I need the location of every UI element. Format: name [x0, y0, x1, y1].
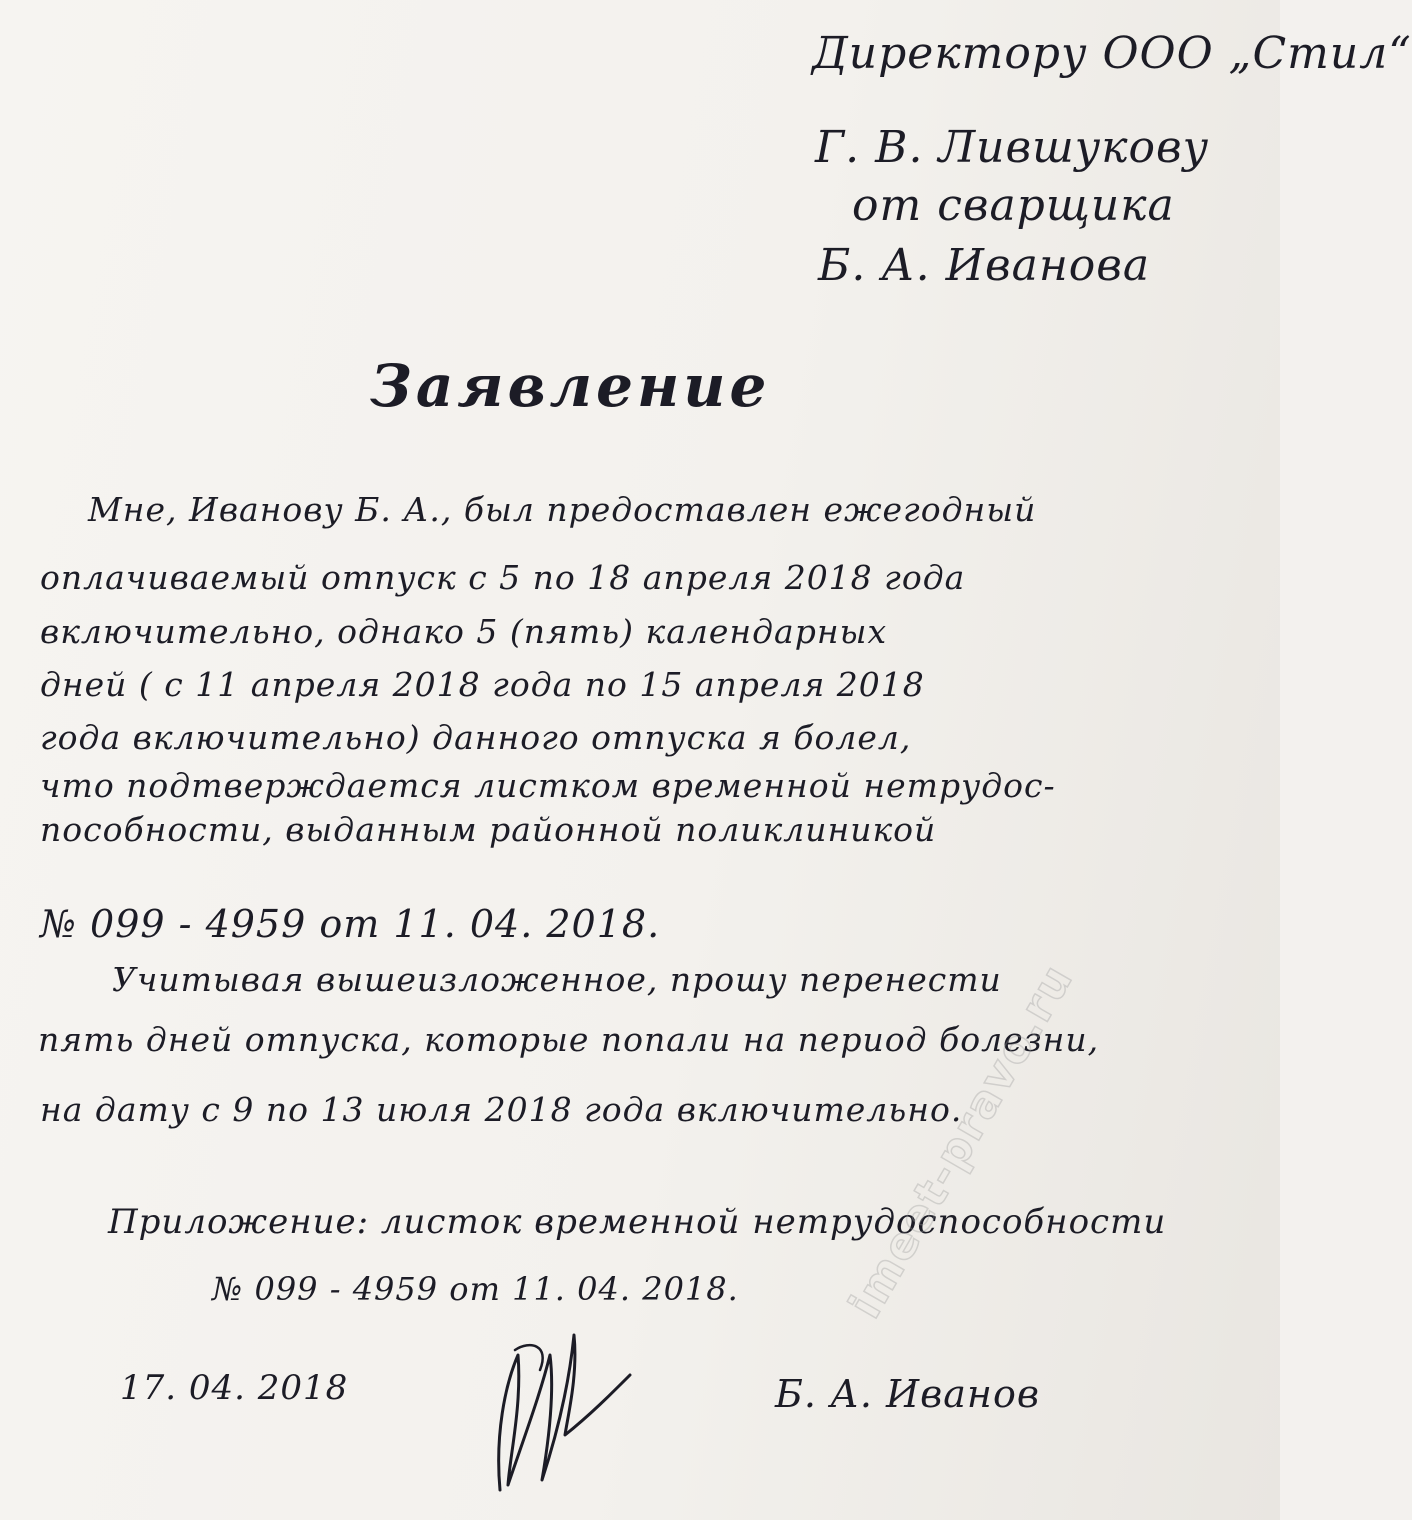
handwritten-signature: [470, 1315, 640, 1500]
sender-position: от сварщика: [852, 180, 1175, 231]
addressee-name: Г. В. Лившукову: [815, 122, 1210, 173]
body-line: года включительно) данного отпуска я болел,: [40, 718, 912, 757]
body-line: оплачиваемый отпуск с 5 по 18 апреля 2018 года: [40, 558, 966, 597]
body-line: включительно, однако 5 (пять) календарных: [40, 612, 888, 651]
body-line: дней ( с 11 апреля 2018 года по 15 апреля 2018: [40, 665, 925, 704]
body-line: пять дней отпуска, которые попали на период болезни,: [38, 1020, 1100, 1059]
document-title: Заявление: [370, 352, 771, 420]
attachment-detail: № 099 - 4959 от 11. 04. 2018.: [212, 1270, 739, 1308]
sender-name: Б. А. Иванова: [818, 240, 1151, 291]
attachment-label: Приложение: листок временной нетрудоспособности: [108, 1202, 1167, 1242]
signer-name: Б. А. Иванов: [775, 1372, 1040, 1416]
body-line: Мне, Иванову Б. А., был предоставлен ежегодный: [88, 490, 1037, 529]
body-line: Учитывая вышеизложенное, прошу перенести: [112, 960, 1002, 999]
body-line: на дату с 9 по 13 июля 2018 года включительно.: [40, 1090, 963, 1129]
svg-text:imeet-pravo.ru: imeet-pravo.ru: [839, 955, 1084, 1327]
body-line: пособности, выданным районной поликлиникой: [40, 810, 937, 849]
body-line: что подтверждается листком временной нетрудос-: [40, 766, 1056, 805]
body-line: № 099 - 4959 от 11. 04. 2018.: [40, 902, 661, 946]
addressee-director: Директору ООО „Стил“: [812, 28, 1412, 79]
signature-date: 17. 04. 2018: [120, 1368, 349, 1408]
